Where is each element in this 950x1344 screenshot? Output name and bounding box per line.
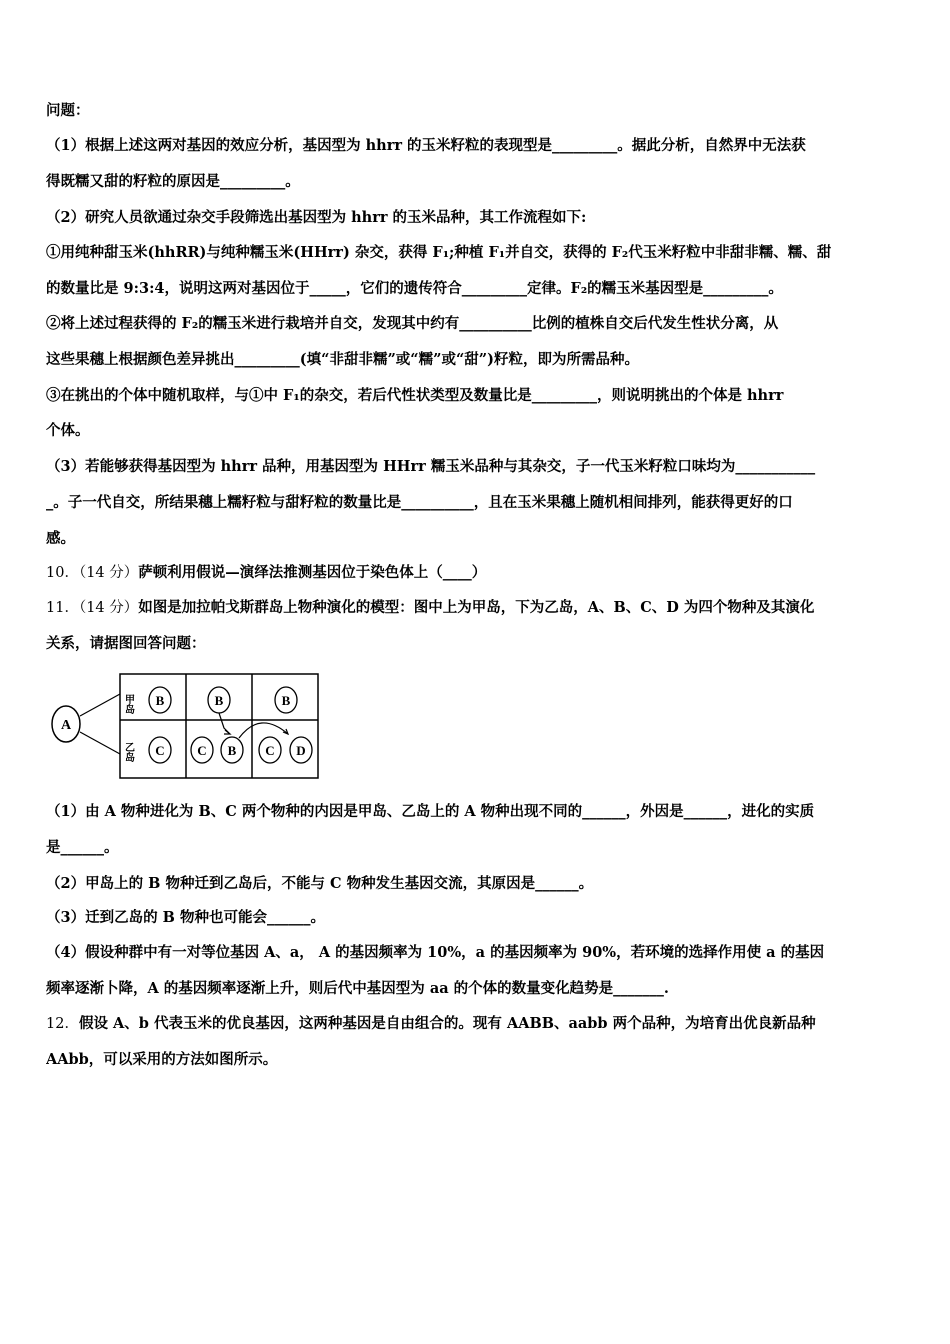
species-evolution-diagram [48,670,320,780]
text-line: （3）若能够获得基因型为 hhrr 品种，用基因型为 HHrr 糯玉米品种与其杂交，子一代玉米籽粒口味均为___________ [46,458,816,475]
species-label: A [60,718,72,733]
question-12 [46,1014,908,1034]
species-label: B [227,743,237,758]
text-line: ③在挑出的个体中随机取样，与①中 F₁的杂交，若后代性状类型及数量比是_________，则说明挑出的个体是 hhrr [46,387,784,404]
species-label: C [155,743,165,758]
text-line: （1）由 A 物种进化为 B、C 两个物种的内因是甲岛、乙岛上的 A 物种出现不同的______，外因是______，进化的实质 [46,803,815,820]
text-line: 的数量比是 9:3:4，说明这两对基因位于_____，它们的遗传符合_________定律。F₂的糯玉米基因型是_________。 [46,280,783,297]
question-10 [46,563,908,583]
island-label-top: 甲岛 [122,694,134,714]
evolution-line [80,694,120,716]
question-number: 12． [46,1016,79,1032]
text-line: 频率逐渐卜降，A 的基因频率逐渐上升，则后代中基因型为 aa 的个体的数量变化趋势是_______. [46,980,669,997]
text-line: 关系，请据图回答问题： [46,635,206,652]
text-line: ①用纯种甜玉米(hhRR)与纯种糯玉米(HHrr) 杂交，获得 F₁;种植 F₁并自交，获得的 F₂代玉米籽粒中非甜非糯、糯、甜 [46,244,832,261]
island-grid [120,674,318,778]
text-line: （3）迁到乙岛的 B 物种也可能会______。 [46,909,325,926]
text-line: （2）研究人员欲通过杂交手段筛选出基因型为 hhrr 的玉米品种，其工作流程如下: [46,209,587,226]
species-label: B [214,693,224,708]
species-label: B [281,693,291,708]
text-line: ②将上述过程获得的 F₂的糯玉米进行栽培并自交，发现其中约有__________比例的植株自交后代发生性状分离，从 [46,315,779,332]
question-11 [46,598,908,618]
text-line: （4）假设种群中有一对等位基因 A、a， A 的基因频率为 10%，a 的基因频率为 90%，若环境的选择作用使 a 的基因 [46,944,825,961]
species-label: C [265,743,275,758]
question-number: 10．（14 分） [46,565,139,581]
question-number: 11．（14 分） [46,600,139,616]
text-line: 得既糯又甜的籽粒的原因是_________。 [46,173,300,190]
text-line: 这些果穗上根据颜色差异挑出_________(填“非甜非糯”或“糯”或“甜”)籽粒，即为所需品种。 [46,351,640,368]
text-line: 问题： [46,102,90,119]
island-label-bottom: 乙岛 [122,742,134,762]
text-line: 是______。 [46,839,119,856]
text-line: _。子一代自交，所结果穗上糯籽粒与甜籽粒的数量比是__________，且在玉米果穗上随机相间排列，能获得更好的口 [46,494,793,511]
text-line: 个体。 [46,422,90,439]
evolution-line [80,732,120,754]
question-text: 萨顿利用假说—演绎法推测基因位于染色体上（____） [138,564,487,581]
question-text: 假设 A、b 代表玉米的优良基因，这两种基因是自由组合的。现有 AABB、aabb 两个品种，为培育出优良新品种 [78,1015,816,1032]
evolution-arrow [239,723,288,738]
text-line: （2）甲岛上的 B 物种迁到乙岛后，不能与 C 物种发生基因交流，其原因是______。 [46,875,594,892]
migration-arrow [219,713,230,734]
question-text: 如图是加拉帕戈斯群岛上物种演化的模型：图中上为甲岛，下为乙岛，A、B、C、D 为四个物种及其演化 [138,599,815,616]
species-label: D [296,743,306,758]
text-line: AAbb，可以采用的方法如图所示。 [46,1051,278,1068]
text-line: 感。 [46,530,75,547]
species-label: B [155,693,165,708]
species-label: C [197,743,207,758]
text-line: （1）根据上述这两对基因的效应分析，基因型为 hhrr 的玉米籽粒的表现型是_________。据此分析，自然界中无法获 [46,137,806,154]
